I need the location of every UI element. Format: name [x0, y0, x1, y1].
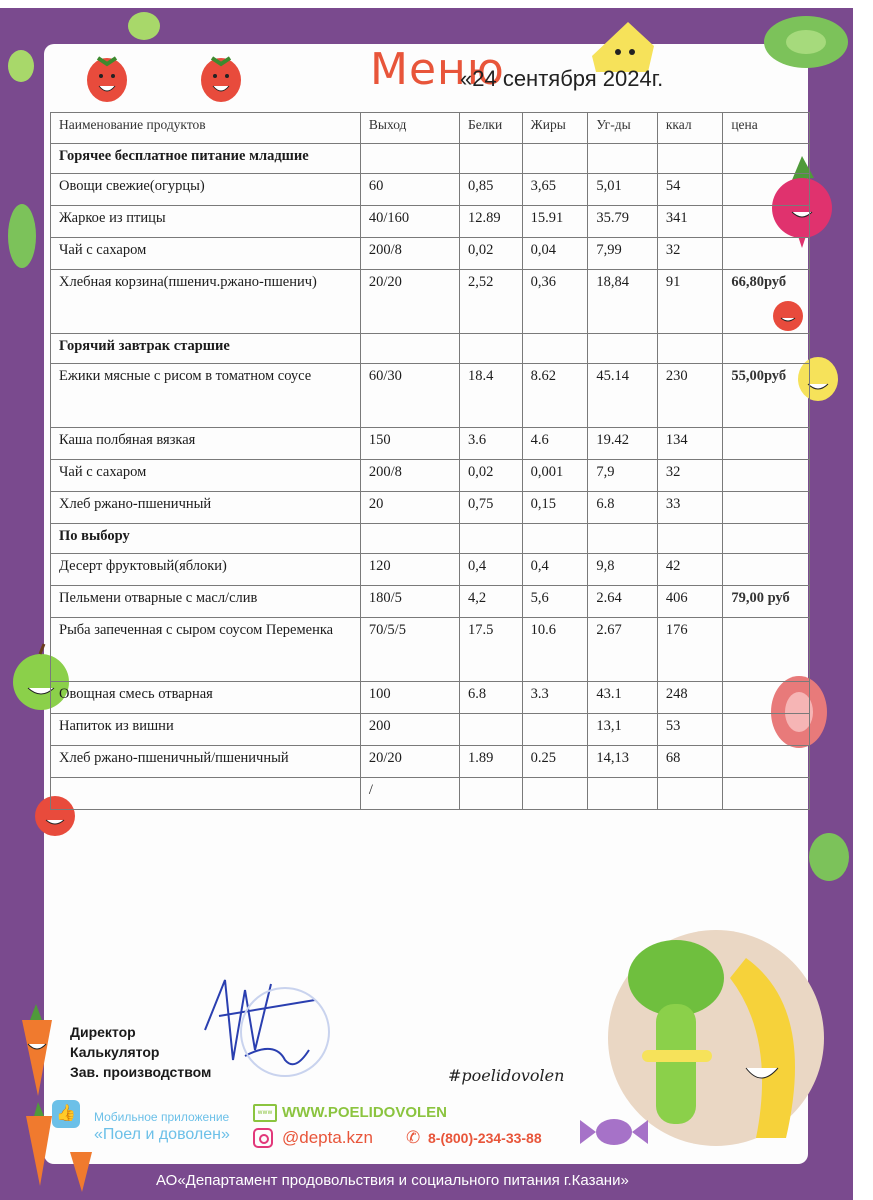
product-name-cell: Напиток из вишни: [51, 714, 361, 746]
output-cell: 20/20: [360, 270, 459, 334]
header-kcal: ккал: [657, 113, 722, 144]
table-row: [51, 618, 810, 682]
carbs-cell: 2.64: [588, 586, 658, 618]
www-icon: www: [253, 1104, 277, 1122]
table-row: [51, 460, 810, 492]
section-row: [51, 334, 810, 364]
fat-cell: 0,15: [522, 492, 588, 524]
table-row: [51, 554, 810, 586]
table-row: [51, 586, 810, 618]
product-name-cell: Хлеб ржано-пшеничный: [51, 492, 361, 524]
section-title: Горячее бесплатное питание младшие: [51, 144, 361, 174]
protein-cell: 17.5: [459, 618, 522, 682]
product-name-cell: Овощи свежие(огурцы): [51, 174, 361, 206]
empty-cell: [657, 524, 722, 554]
director-label: Директор: [70, 1024, 136, 1040]
empty-cell: [522, 524, 588, 554]
output-cell: 20: [360, 492, 459, 524]
output-cell: 200/8: [360, 238, 459, 270]
protein-cell: 0,4: [459, 554, 522, 586]
header-name: Наименование продуктов: [51, 113, 361, 144]
price-cell: [723, 238, 810, 270]
carbs-cell: 35.79: [588, 206, 658, 238]
table-row: [51, 270, 810, 334]
header-protein: Белки: [459, 113, 522, 144]
empty-cell: [588, 334, 658, 364]
thumbs-up-icon: 👍: [52, 1100, 80, 1128]
header-fat: Жиры: [522, 113, 588, 144]
price-cell: [723, 618, 810, 682]
kcal-cell: 230: [657, 364, 722, 428]
empty-cell: [723, 524, 810, 554]
protein-cell: 0,85: [459, 174, 522, 206]
kcal-cell: 341: [657, 206, 722, 238]
kcal-cell: 32: [657, 238, 722, 270]
section-title: По выбору: [51, 524, 361, 554]
menu-date: «24 сентября 2024г.: [460, 66, 664, 91]
protein-cell: 12.89: [459, 206, 522, 238]
price-cell: [723, 206, 810, 238]
fat-cell: 8.62: [522, 364, 588, 428]
candy-icon: [578, 1112, 650, 1152]
price-cell: 79,00 руб: [723, 586, 810, 618]
output-cell: /: [360, 778, 459, 810]
price-cell: [723, 682, 810, 714]
carrot-character-icon: [8, 1000, 64, 1100]
price-cell: [723, 492, 810, 524]
product-name-cell: Пельмени отварные с масл/слив: [51, 586, 361, 618]
section-row: [51, 524, 810, 554]
table-row: [51, 682, 810, 714]
table-row: [51, 778, 810, 810]
carbs-cell: 9,8: [588, 554, 658, 586]
empty-cell: [360, 334, 459, 364]
kcal-cell: [657, 778, 722, 810]
empty-cell: [657, 334, 722, 364]
fat-cell: 15.91: [522, 206, 588, 238]
table-row: [51, 174, 810, 206]
fat-cell: 0,36: [522, 270, 588, 334]
kcal-cell: 248: [657, 682, 722, 714]
protein-cell: 18.4: [459, 364, 522, 428]
lettuce-icon: [4, 196, 40, 276]
protein-cell: 4,2: [459, 586, 522, 618]
table-row: [51, 206, 810, 238]
lettuce-icon: [806, 830, 852, 884]
carbs-cell: 18,84: [588, 270, 658, 334]
price-cell: [723, 746, 810, 778]
carbs-cell: 7,9: [588, 460, 658, 492]
empty-cell: [360, 524, 459, 554]
empty-cell: [588, 144, 658, 174]
section-title: Горячий завтрак старшие: [51, 334, 361, 364]
output-cell: 180/5: [360, 586, 459, 618]
carrot-character-icon: [64, 1140, 98, 1196]
product-name-cell: Ежики мясные с рисом в томатном соусе: [51, 364, 361, 428]
price-cell: [723, 554, 810, 586]
product-name-cell: Хлебная корзина(пшенич.ржано-пшенич): [51, 270, 361, 334]
protein-cell: 0,02: [459, 238, 522, 270]
carbs-cell: 13,1: [588, 714, 658, 746]
instagram-icon: [253, 1128, 273, 1148]
fat-cell: [522, 714, 588, 746]
empty-cell: [522, 144, 588, 174]
carbs-cell: 6.8: [588, 492, 658, 524]
handwritten-signature: [185, 960, 335, 1090]
kcal-cell: 176: [657, 618, 722, 682]
output-cell: 120: [360, 554, 459, 586]
empty-cell: [459, 144, 522, 174]
protein-cell: 0,02: [459, 460, 522, 492]
hashtag-text: #poelidovolen: [448, 1066, 565, 1085]
header-carbs: Уг-ды: [588, 113, 658, 144]
output-cell: 200/8: [360, 460, 459, 492]
page-title: Меню: [370, 44, 505, 95]
empty-cell: [723, 144, 810, 174]
product-name-cell: Чай с сахаром: [51, 238, 361, 270]
product-name-cell: Овощная смесь отварная: [51, 682, 361, 714]
tomato-character-icon: [84, 44, 130, 114]
protein-cell: 1.89: [459, 746, 522, 778]
lettuce-icon: [124, 8, 164, 44]
output-cell: 60/30: [360, 364, 459, 428]
lettuce-icon: [760, 10, 852, 74]
carbs-cell: 5,01: [588, 174, 658, 206]
kcal-cell: 33: [657, 492, 722, 524]
kcal-cell: 42: [657, 554, 722, 586]
lettuce-icon: [4, 46, 38, 86]
protein-cell: 6.8: [459, 682, 522, 714]
carbs-cell: [588, 778, 658, 810]
product-name-cell: Каша полбяная вязкая: [51, 428, 361, 460]
output-cell: 100: [360, 682, 459, 714]
protein-cell: 3.6: [459, 428, 522, 460]
empty-cell: [360, 144, 459, 174]
fat-cell: 4.6: [522, 428, 588, 460]
table-header-row: [51, 113, 810, 144]
header-output: Выход: [360, 113, 459, 144]
production-head-label: Зав. производством: [70, 1064, 212, 1080]
table-row: [51, 238, 810, 270]
output-cell: 60: [360, 174, 459, 206]
product-name-cell: Чай с сахаром: [51, 460, 361, 492]
carbs-cell: 45.14: [588, 364, 658, 428]
calculator-label: Калькулятор: [70, 1044, 160, 1060]
empty-cell: [459, 334, 522, 364]
fat-cell: 0,001: [522, 460, 588, 492]
table-row: [51, 714, 810, 746]
table-row: [51, 746, 810, 778]
organization-name: АО«Департамент продовольствия и социального питания г.Казани»: [156, 1172, 629, 1189]
app-promo-caption: Мобильное приложение: [94, 1110, 230, 1124]
output-cell: 20/20: [360, 746, 459, 778]
product-name-cell: Жаркое из птицы: [51, 206, 361, 238]
phone-icon: ✆: [406, 1128, 421, 1148]
protein-cell: [459, 714, 522, 746]
table-row: [51, 428, 810, 460]
output-cell: 70/5/5: [360, 618, 459, 682]
output-cell: 150: [360, 428, 459, 460]
fat-cell: 0,04: [522, 238, 588, 270]
fat-cell: 10.6: [522, 618, 588, 682]
fat-cell: 3,65: [522, 174, 588, 206]
empty-cell: [657, 144, 722, 174]
kcal-cell: 406: [657, 586, 722, 618]
carbs-cell: 19.42: [588, 428, 658, 460]
carbs-cell: 7,99: [588, 238, 658, 270]
protein-cell: [459, 778, 522, 810]
product-name-cell: [51, 778, 361, 810]
fat-cell: 0.25: [522, 746, 588, 778]
table-row: [51, 364, 810, 428]
menu-table: [50, 112, 810, 810]
kcal-cell: 32: [657, 460, 722, 492]
phone-number[interactable]: 8-(800)-234-33-88: [428, 1130, 542, 1146]
protein-cell: 0,75: [459, 492, 522, 524]
fat-cell: 5,6: [522, 586, 588, 618]
fat-cell: 0,4: [522, 554, 588, 586]
product-name-cell: Десерт фруктовый(яблоки): [51, 554, 361, 586]
kcal-cell: 134: [657, 428, 722, 460]
fat-cell: 3.3: [522, 682, 588, 714]
carbs-cell: 43.1: [588, 682, 658, 714]
fat-cell: [522, 778, 588, 810]
price-cell: [723, 778, 810, 810]
protein-cell: 2,52: [459, 270, 522, 334]
carbs-cell: 2.67: [588, 618, 658, 682]
tomato-character-icon: [198, 44, 244, 114]
empty-cell: [459, 524, 522, 554]
output-cell: 40/160: [360, 206, 459, 238]
price-cell: [723, 174, 810, 206]
product-name-cell: Рыба запеченная с сыром соусом Переменка: [51, 618, 361, 682]
app-promo[interactable]: [94, 1108, 230, 1144]
product-name-cell: Хлеб ржано-пшеничный/пшеничный: [51, 746, 361, 778]
kcal-cell: 53: [657, 714, 722, 746]
section-row: [51, 144, 810, 174]
kcal-cell: 91: [657, 270, 722, 334]
empty-cell: [522, 334, 588, 364]
carbs-cell: 14,13: [588, 746, 658, 778]
price-cell: [723, 428, 810, 460]
price-cell: 66,80руб: [723, 270, 810, 334]
price-cell: [723, 460, 810, 492]
instagram-link[interactable]: @depta.kzn: [282, 1128, 373, 1147]
table-row: [51, 492, 810, 524]
app-promo-name: «Поел и доволен»: [94, 1126, 230, 1143]
kcal-cell: 54: [657, 174, 722, 206]
output-cell: 200: [360, 714, 459, 746]
kcal-cell: 68: [657, 746, 722, 778]
empty-cell: [723, 334, 810, 364]
price-cell: 55,00руб: [723, 364, 810, 428]
header-price: цена: [723, 113, 810, 144]
table-body: [51, 144, 810, 810]
website-link[interactable]: WWW.POELIDOVOLEN: [282, 1104, 447, 1121]
price-cell: [723, 714, 810, 746]
empty-cell: [588, 524, 658, 554]
